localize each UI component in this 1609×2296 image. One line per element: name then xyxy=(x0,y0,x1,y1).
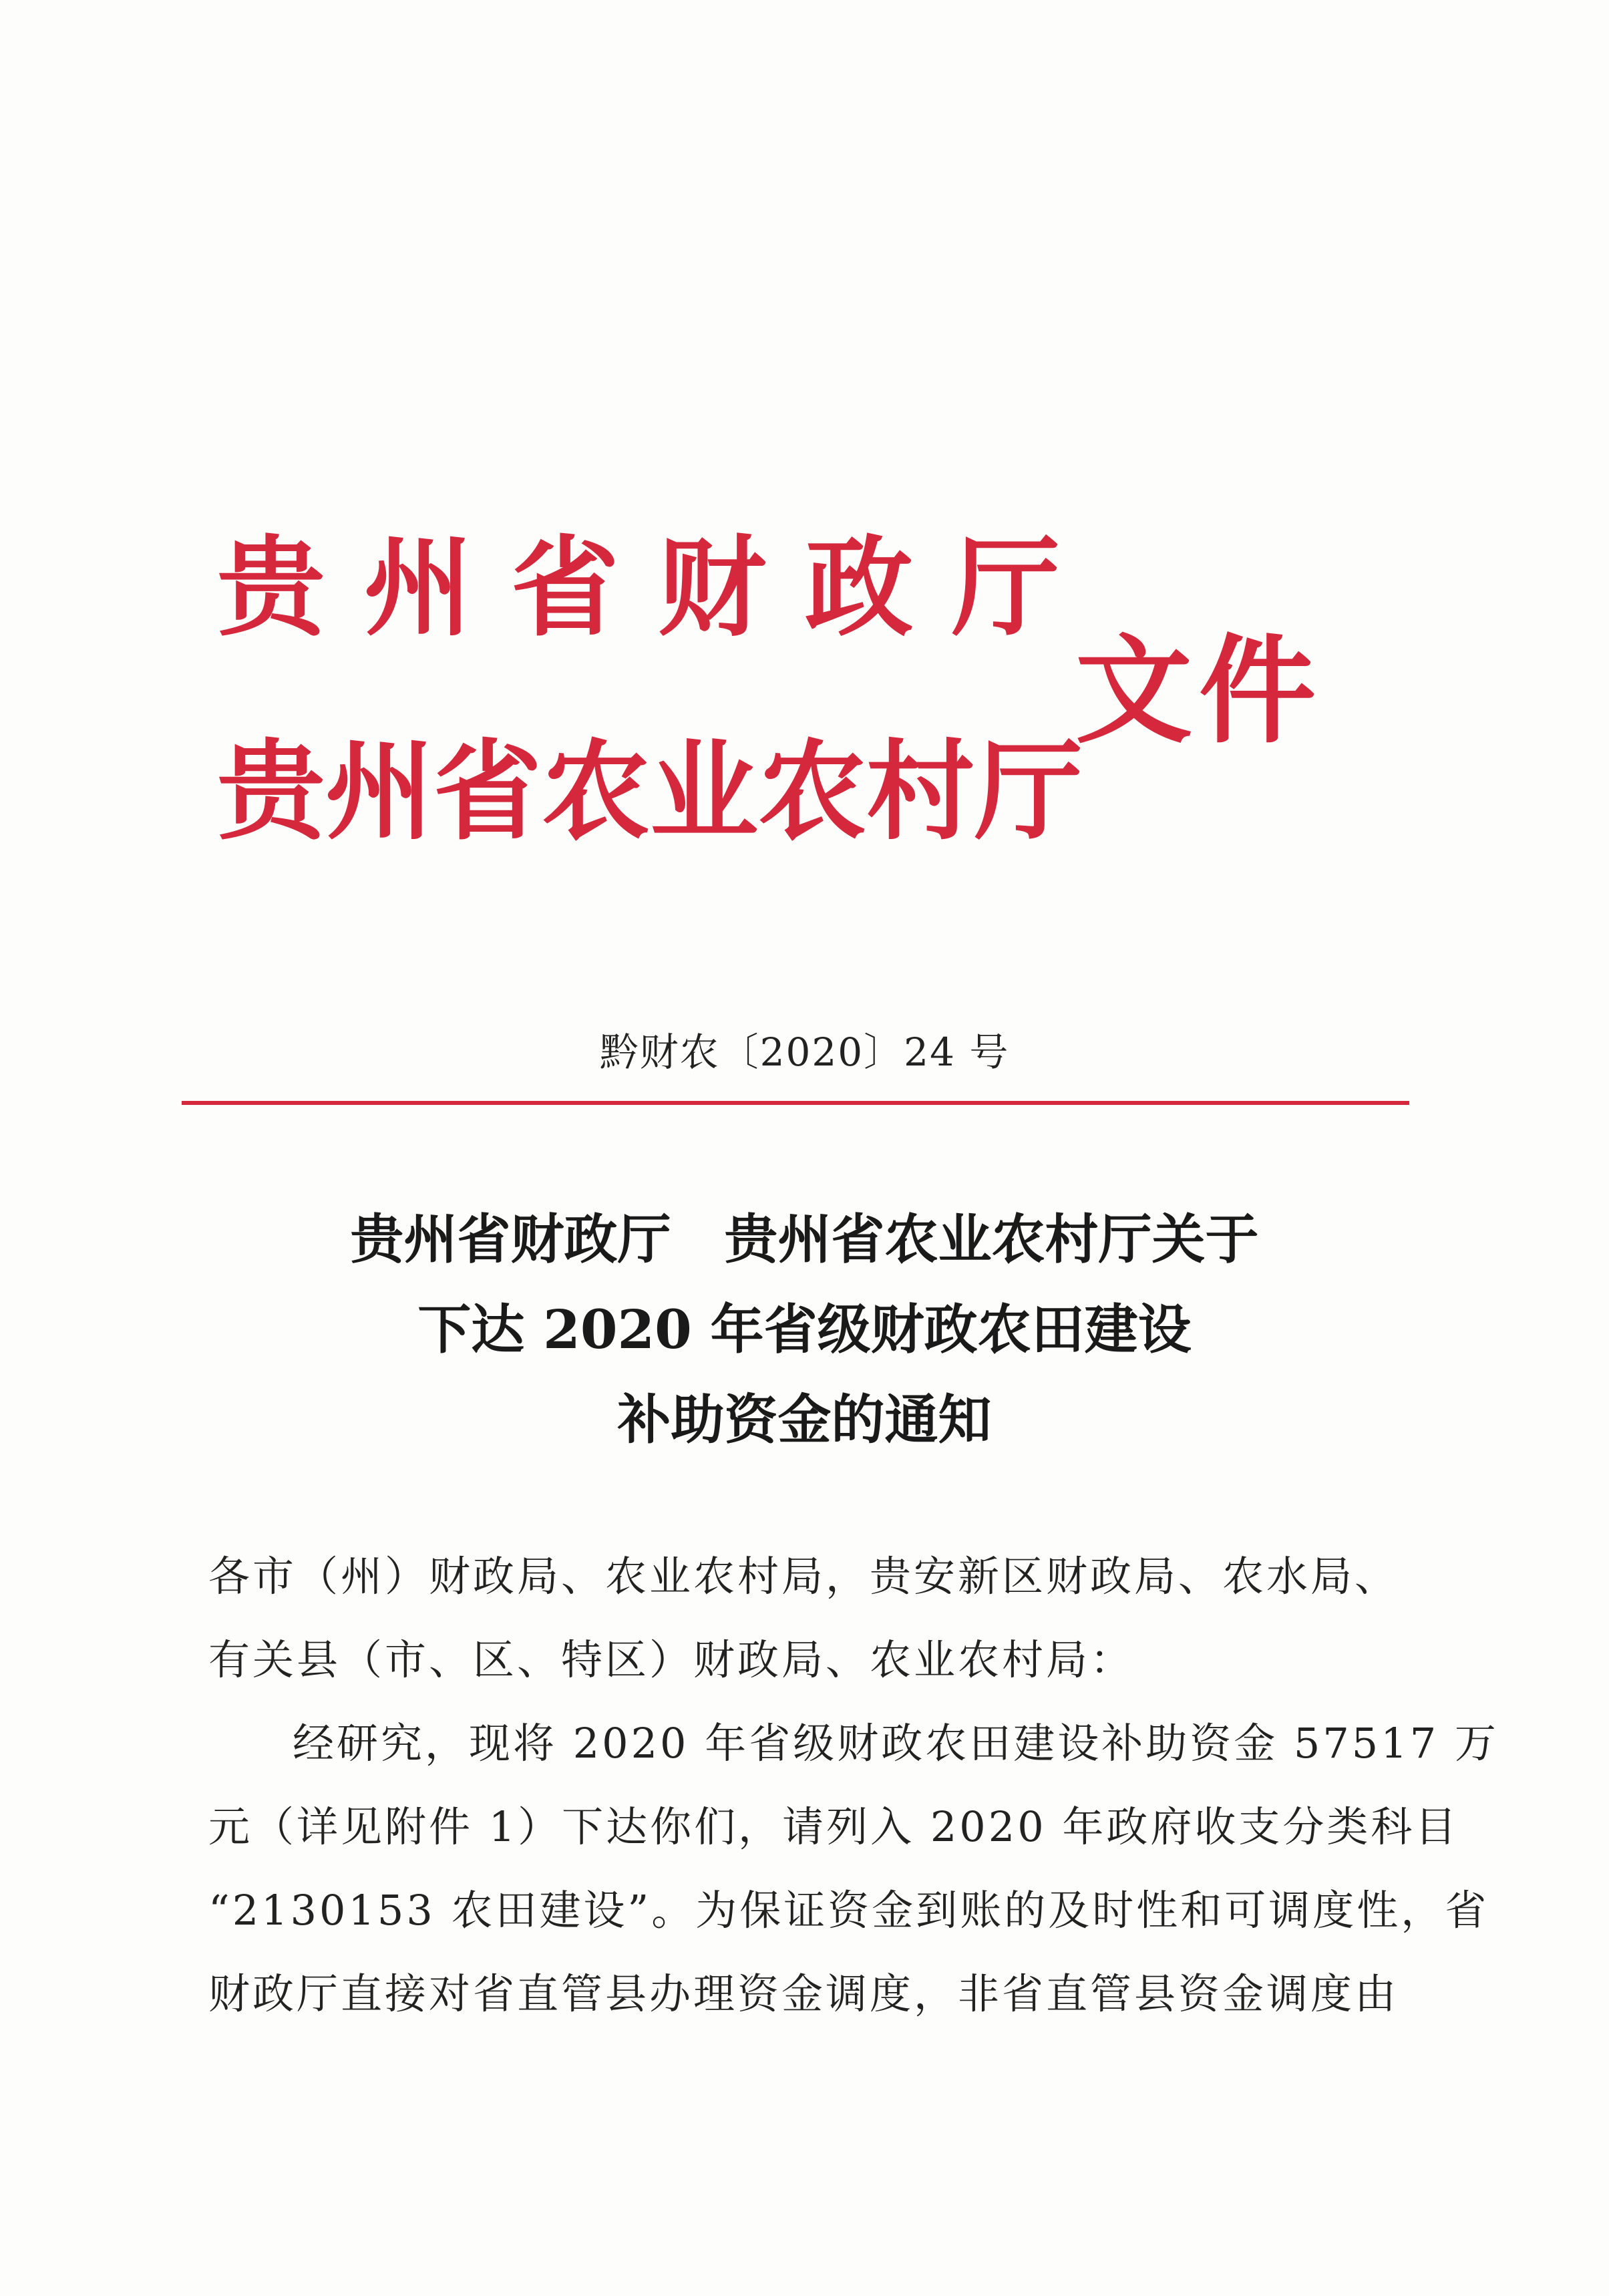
body-paragraph-line-1: 经研究，现将 2020 年省级财政农田建设补助资金 57517 万 xyxy=(293,1719,1499,1768)
addressee-line-2: 有关县（市、区、特区）财政局、农业农村局： xyxy=(208,1635,1135,1684)
document-title-line-1: 贵州省财政厅 贵州省农业农村厅关于 xyxy=(350,1208,1259,1271)
red-divider-rule xyxy=(182,1101,1409,1105)
document-number: 黔财农〔2020〕24 号 xyxy=(599,1029,1010,1075)
document-title-line-3: 补助资金的通知 xyxy=(617,1388,992,1451)
body-paragraph-line-3: “2130153 农田建设”。为保证资金到账的及时性和可调度性，省 xyxy=(208,1886,1489,1935)
document-title-line-2: 下达 2020 年省级财政农田建设 xyxy=(417,1298,1192,1361)
addressee-line-1: 各市（州）财政局、农业农村局，贵安新区财政局、农水局、 xyxy=(208,1552,1399,1601)
document-header-suffix: 文件 xyxy=(1075,623,1322,760)
body-paragraph-line-2: 元（详见附件 1）下达你们，请列入 2020 年政府收支分类科目 xyxy=(208,1802,1459,1851)
issuer-name-finance: 贵州省财政厅 xyxy=(217,524,1099,651)
body-paragraph-line-4: 财政厅直接对省直管县办理资金调度，非省直管县资金调度由 xyxy=(208,1969,1399,2018)
issuer-name-agriculture: 贵州省农业农村厅 xyxy=(217,728,1083,855)
